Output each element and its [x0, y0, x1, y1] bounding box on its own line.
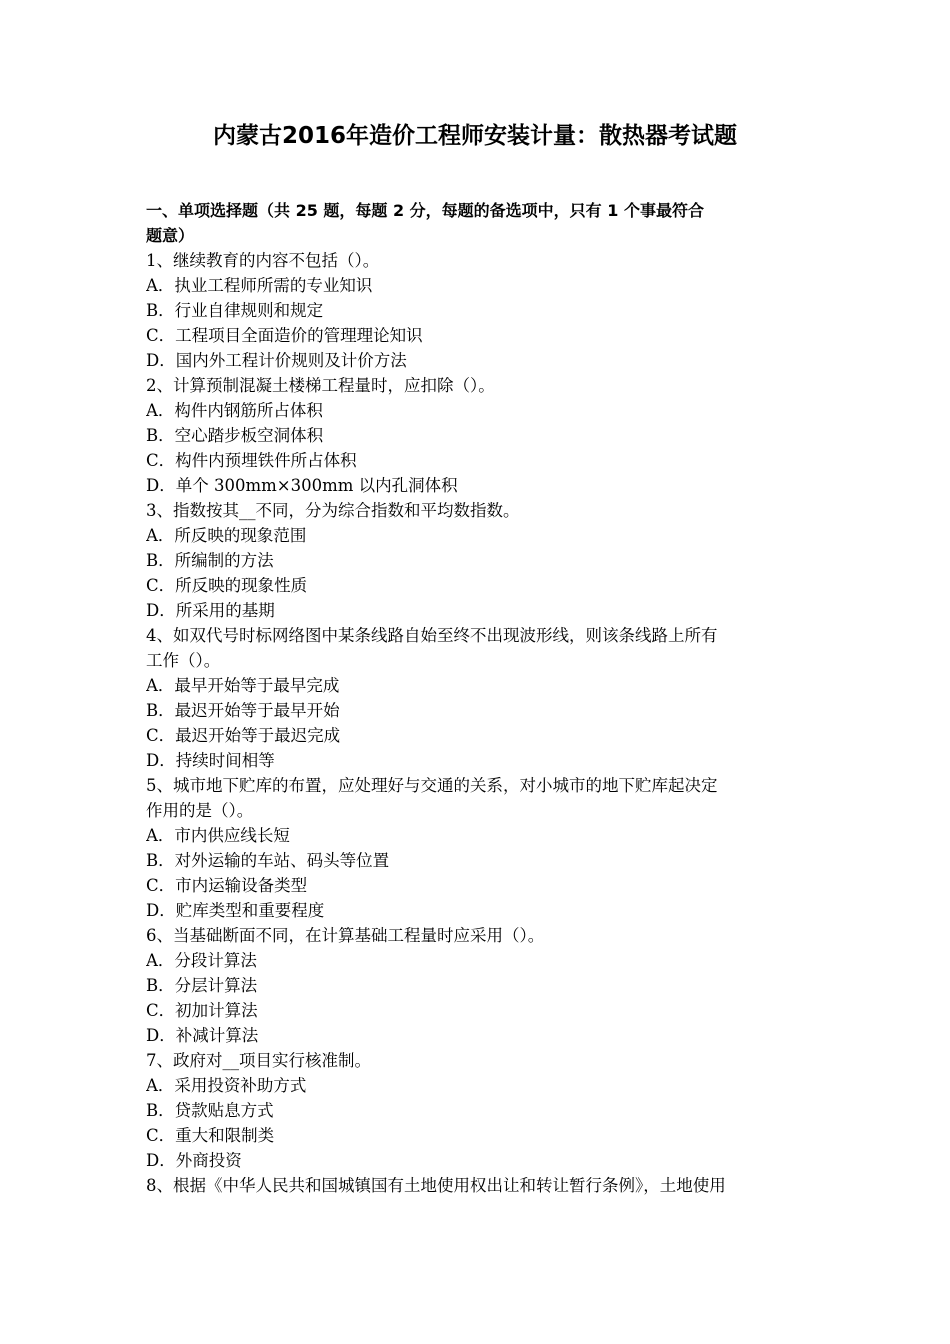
question-text: 2、计算预制混凝土楼梯工程量时，应扣除（）。	[146, 376, 495, 395]
question-block	[146, 1048, 808, 1173]
question-block	[146, 498, 808, 623]
answer-option: B．对外运输的车站、码头等位置	[146, 851, 390, 870]
answer-option: A．最早开始等于最早完成	[146, 676, 340, 695]
answer-option: D．国内外工程计价规则及计价方法	[146, 351, 407, 370]
answer-option: B．所编制的方法	[146, 551, 274, 570]
answer-option: A．采用投资补助方式	[146, 1076, 307, 1095]
answer-option: B．分层计算法	[146, 976, 258, 995]
answer-option: C．最迟开始等于最迟完成	[146, 726, 341, 745]
answer-option: B．行业自律规则和规定	[146, 301, 324, 320]
question-block	[146, 923, 808, 1048]
answer-option: C．重大和限制类	[146, 1126, 275, 1145]
answer-option: B．最迟开始等于最早开始	[146, 701, 340, 720]
answer-option: D．贮库类型和重要程度	[146, 901, 325, 920]
answer-option: C．初加计算法	[146, 1001, 258, 1020]
answer-option: A．所反映的现象范围	[146, 526, 307, 545]
answer-option: C．工程项目全面造价的管理理论知识	[146, 326, 423, 345]
answer-option: A．构件内钢筋所占体积	[146, 401, 323, 420]
answer-option: D．所采用的基期	[146, 601, 275, 620]
answer-option: C．所反映的现象性质	[146, 576, 308, 595]
answer-option: A．市内供应线长短	[146, 826, 290, 845]
question-text: 8、根据《中华人民共和国城镇国有土地使用权出让和转让暂行条例》，土地使用	[146, 1176, 726, 1195]
answer-option: B．贷款贴息方式	[146, 1101, 274, 1120]
section-heading-line-1: 一、单项选择题（共 25 题，每题 2 分，每题的备选项中，只有 1 个事最符合	[146, 201, 704, 220]
answer-option: D．补减计算法	[146, 1026, 259, 1045]
answer-option: D．持续时间相等	[146, 751, 275, 770]
document-title: 内蒙古2016年造价工程师安装计量：散热器考试题	[212, 123, 737, 149]
answer-option: A．分段计算法	[146, 951, 257, 970]
question-block	[146, 773, 808, 923]
question-text: 4、如双代号时标网络图中某条线路自始至终不出现波形线，则该条线路上所有	[146, 626, 718, 645]
question-list	[146, 248, 808, 1198]
answer-option: A．执业工程师所需的专业知识	[146, 276, 373, 295]
question-text: 1、继续教育的内容不包括（）。	[146, 251, 380, 270]
question-text: 6、当基础断面不同，在计算基础工程量时应采用（）。	[146, 926, 545, 945]
answer-option: C．市内运输设备类型	[146, 876, 308, 895]
answer-option: D．外商投资	[146, 1151, 242, 1170]
question-block	[146, 373, 808, 498]
question-text: 7、政府对__项目实行核准制。	[146, 1051, 371, 1070]
answer-option: D．单个 300mm×300mm 以内孔洞体积	[146, 476, 458, 495]
question-block	[146, 623, 808, 773]
question-text: 3、指数按其__不同，分为综合指数和平均数指数。	[146, 501, 520, 520]
question-text: 作用的是（）。	[146, 801, 254, 820]
question-text: 5、城市地下贮库的布置，应处理好与交通的关系，对小城市的地下贮库起决定	[146, 776, 718, 795]
question-block	[146, 248, 808, 373]
question-text: 工作（）。	[146, 651, 221, 670]
question-block	[146, 1173, 808, 1198]
document-body	[146, 198, 808, 1198]
answer-option: B．空心踏步板空洞体积	[146, 426, 324, 445]
section-heading-line-2: 题意）	[146, 226, 195, 245]
answer-option: C．构件内预埋铁件所占体积	[146, 451, 357, 470]
